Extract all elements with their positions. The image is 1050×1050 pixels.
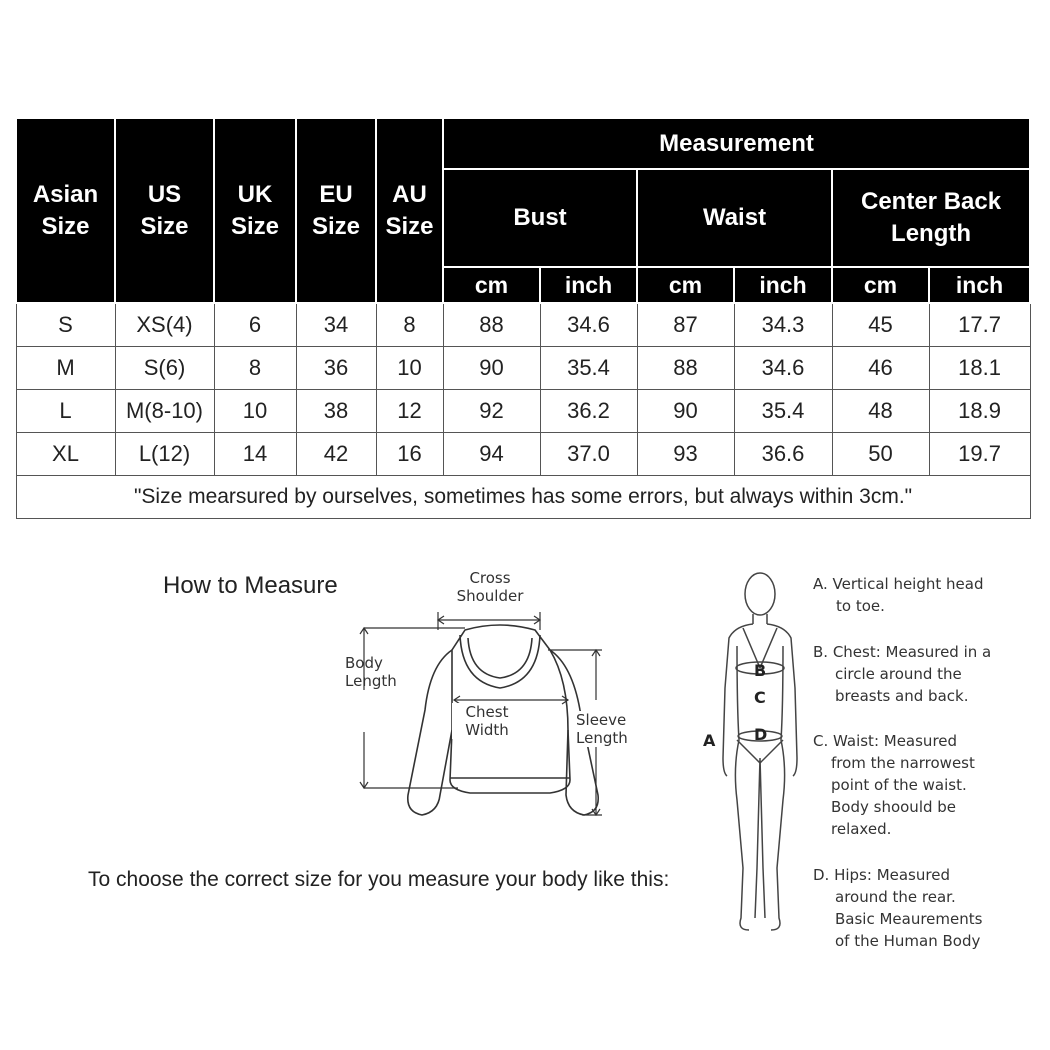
table-cell: 35.4	[540, 347, 637, 390]
table-cell: 18.1	[929, 347, 1030, 390]
legend-line: A. Vertical height head	[813, 575, 984, 593]
legend-line: Basic Meaurements	[835, 910, 983, 928]
table-cell: 36.6	[734, 433, 832, 476]
legend-line: circle around the	[835, 665, 962, 683]
table-row	[16, 390, 1030, 433]
table-cell: 46	[832, 347, 929, 390]
header-unit: cm	[637, 267, 734, 303]
table-cell: 16	[376, 433, 443, 476]
table-cell: S(6)	[115, 347, 214, 390]
chest-width-label	[452, 703, 522, 739]
header-au-size: AU Size	[376, 118, 443, 303]
header-measurement: Measurement	[443, 118, 1030, 169]
legend-line: around the rear.	[835, 888, 956, 906]
table-row	[16, 303, 1030, 347]
legend-line: breasts and back.	[835, 687, 969, 705]
table-cell: 12	[376, 390, 443, 433]
width-label: Width	[465, 721, 509, 739]
legend-line: D. Hips: Measured	[813, 866, 950, 884]
header-bust: Bust	[443, 169, 637, 267]
legend-line: point of the waist.	[831, 776, 967, 794]
shoulder-label: Shoulder	[456, 587, 524, 605]
table-cell: 45	[832, 303, 929, 347]
marker-b: B	[754, 661, 767, 680]
table-cell: 34.6	[540, 303, 637, 347]
legend-line: from the narrowest	[831, 754, 975, 772]
marker-d: D	[754, 725, 768, 744]
body-figure	[715, 568, 810, 936]
header-unit: inch	[540, 267, 637, 303]
legend-line: B. Chest: Measured in a	[813, 643, 992, 661]
table-cell: 37.0	[540, 433, 637, 476]
table-cell: 90	[443, 347, 540, 390]
header-uk-size: UK Size	[214, 118, 296, 303]
table-row	[16, 433, 1030, 476]
table-cell: 36	[296, 347, 376, 390]
header-us-size: US Size	[115, 118, 214, 303]
how-to-measure-title: How to Measure	[163, 572, 338, 599]
table-cell: 14	[214, 433, 296, 476]
size-chart-table	[15, 117, 1031, 519]
table-cell: L	[16, 390, 115, 433]
table-cell: 6	[214, 303, 296, 347]
header-unit: inch	[929, 267, 1030, 303]
legend-line: to toe.	[836, 597, 885, 615]
marker-a: A	[703, 731, 716, 750]
legend-line: of the Human Body	[835, 932, 981, 950]
table-cell: XS(4)	[115, 303, 214, 347]
table-cell: 92	[443, 390, 540, 433]
table-note: "Size mearsured by ourselves, sometimes has some errors, but always within 3cm."	[16, 476, 1030, 519]
header-unit: inch	[734, 267, 832, 303]
table-cell: 87	[637, 303, 734, 347]
table-cell: 90	[637, 390, 734, 433]
body-label: Body	[345, 654, 383, 672]
cross-label: Cross	[469, 569, 511, 587]
table-cell: 36.2	[540, 390, 637, 433]
sleeve-label: Sleeve	[576, 711, 627, 729]
table-cell: 34.6	[734, 347, 832, 390]
header-center-back-length: Center Back Length	[832, 169, 1030, 267]
header-unit: cm	[443, 267, 540, 303]
sleeve-length-label	[576, 711, 628, 747]
table-cell: 17.7	[929, 303, 1030, 347]
table-cell: 19.7	[929, 433, 1030, 476]
table-cell: 8	[376, 303, 443, 347]
length-label: Length	[345, 672, 397, 690]
table-cell: 18.9	[929, 390, 1030, 433]
header-asian-size: Asian Size	[16, 118, 115, 303]
table-cell: 93	[637, 433, 734, 476]
table-cell: 88	[443, 303, 540, 347]
table-cell: 34.3	[734, 303, 832, 347]
header-waist: Waist	[637, 169, 832, 267]
table-cell: 10	[376, 347, 443, 390]
chest-label: Chest	[465, 703, 509, 721]
marker-c: C	[754, 688, 766, 707]
table-cell: 8	[214, 347, 296, 390]
legend-line: C. Waist: Measured	[813, 732, 958, 750]
legend-line: Body shoould be	[831, 798, 957, 816]
legend-line: relaxed.	[831, 820, 892, 838]
table-cell: XL	[16, 433, 115, 476]
table-cell: 35.4	[734, 390, 832, 433]
table-cell: 38	[296, 390, 376, 433]
cross-shoulder-label	[445, 569, 535, 605]
table-cell: 10	[214, 390, 296, 433]
table-cell: L(12)	[115, 433, 214, 476]
header-unit: cm	[832, 267, 929, 303]
table-cell: 88	[637, 347, 734, 390]
table-cell: S	[16, 303, 115, 347]
legend-c	[813, 730, 1023, 840]
table-cell: 50	[832, 433, 929, 476]
legend-d	[813, 864, 1023, 952]
table-row	[16, 347, 1030, 390]
body-length-label	[345, 654, 397, 690]
legend-b	[813, 641, 1023, 707]
legend-a	[813, 573, 1023, 617]
table-cell: M	[16, 347, 115, 390]
table-cell: 48	[832, 390, 929, 433]
sleeve-length-text: Length	[576, 729, 628, 747]
table-cell: M(8-10)	[115, 390, 214, 433]
table-cell: 42	[296, 433, 376, 476]
header-eu-size: EU Size	[296, 118, 376, 303]
table-cell: 34	[296, 303, 376, 347]
table-cell: 94	[443, 433, 540, 476]
measure-instruction: To choose the correct size for you measure your body like this:	[88, 868, 670, 891]
